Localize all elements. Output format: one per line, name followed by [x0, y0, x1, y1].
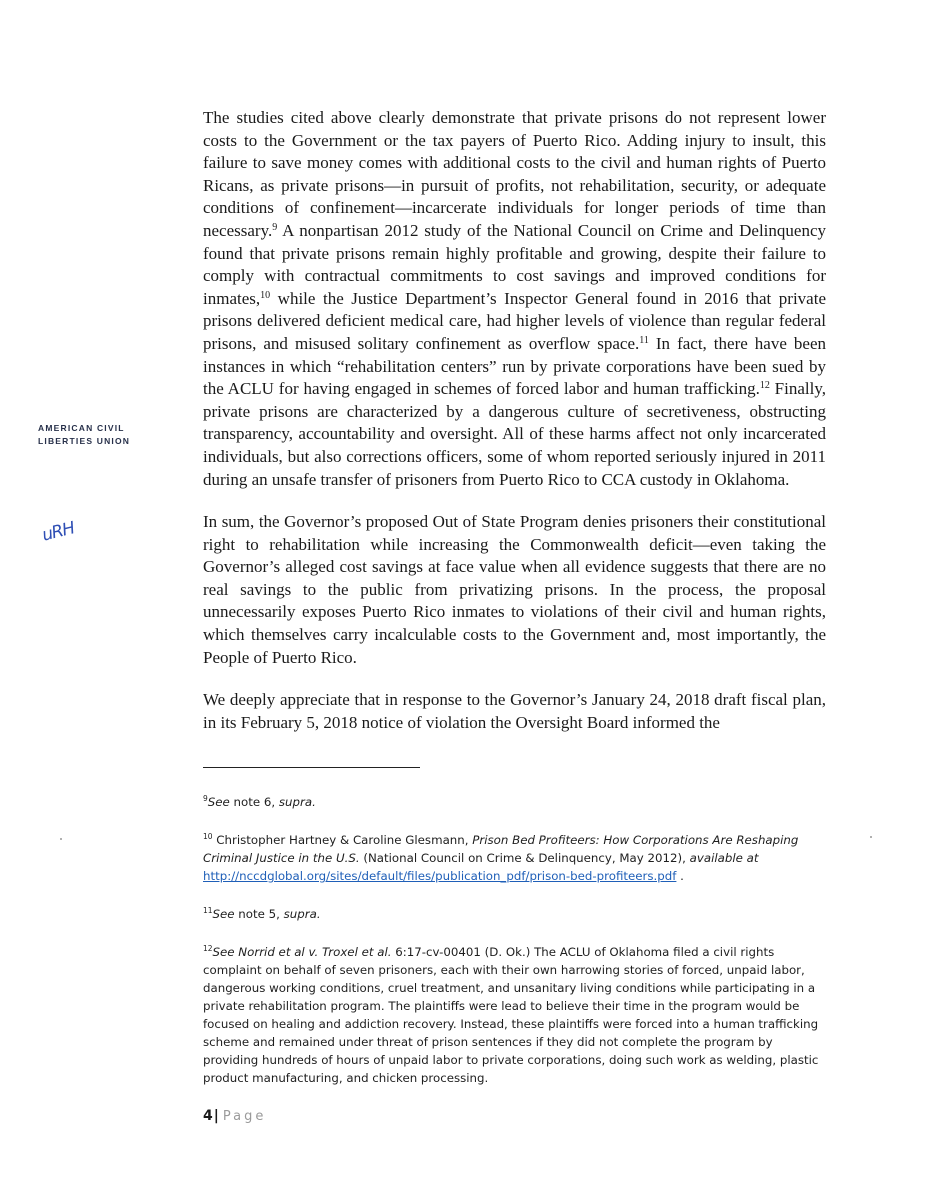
- footnote-9: [203, 793, 829, 811]
- footnote-number: 10: [203, 832, 213, 841]
- paragraph-private-prisons: [203, 107, 826, 491]
- footnote-number: 9: [203, 794, 208, 803]
- scan-speck: [870, 836, 872, 838]
- footnote-10: [203, 831, 829, 885]
- footnote-text: note 5,: [234, 907, 284, 921]
- org-label-line2: LIBERTIES UNION: [38, 436, 131, 446]
- footnote-publisher: (National Council on Crime & Delinquency, May 2012),: [359, 851, 690, 865]
- paragraph-text: while the Justice Department’s Inspector General found in 2016 that private prisons delivered deficient medical care, had higher levels of violence than regular federal prisons, and misused solitary confinement as overflow space.: [203, 288, 826, 353]
- page-label: Page: [222, 1109, 267, 1124]
- page-footer: [203, 1108, 266, 1124]
- footnote-available-at: available at: [689, 851, 759, 865]
- paragraph-text: Finally, private prisons are characterized by a dangerous culture of secretiveness, obstructing transparency, accountability and oversight. All of these harms affect not only incarcerated individuals, but also corrections officers, some of whom reported seriously injured in 2011 during an unsafe transfer of prisoners from Puerto Rico to CCA custody in Oklahoma.: [203, 379, 826, 489]
- footnote-text: 6:17-cv-00401 (D. Ok.) The ACLU of Oklahoma filed a civil rights complaint on behalf of seven prisoners, each with their own harrowing stories of forced, unpaid labor, dangerous working conditions, cruel treatment, and unsanitary living conditions while participating in a private rehabilitation program. The plaintiffs were lead to believe their time in the program would be focused on healing and addiction recovery. Instead, these plaintiffs were forced into a human trafficking scheme and remained under threat of prison sentences if they did not complete the program by providing hundreds of hours of unpaid labor to private corporations, doing such work as welding, plastic product manufacturing, and chicken processing.: [203, 945, 819, 1085]
- footnote-ref-11[interactable]: 11: [639, 334, 649, 346]
- signal-see: See: [212, 907, 235, 921]
- footnote-number: 12: [203, 944, 213, 953]
- org-label-line1: AMERICAN CIVIL: [38, 423, 125, 433]
- footnote-authors: Christopher Hartney & Caroline Glesmann,: [212, 833, 473, 847]
- footnote-11: [203, 905, 829, 923]
- paragraph-appreciation: We deeply appreciate that in response to the Governor’s January 24, 2018 draft fiscal plan, in its February 5, 2018 notice of violation the Oversight Board informed the: [203, 690, 826, 732]
- paragraph-text: In fact, there have been instances in which “rehabilitation centers” run by private corporations have been sued by the ACLU for having engaged in schemes of forced labor and human trafficking.: [203, 333, 826, 399]
- page-number: 4: [203, 1108, 213, 1124]
- footnote-text: note 6,: [229, 795, 279, 809]
- footnote-divider: [203, 767, 420, 768]
- footnote-text: .: [676, 869, 684, 883]
- signal-supra: supra.: [278, 795, 316, 809]
- paragraph-text: The studies cited above clearly demonstrate that private prisons do not represent lower costs to the Government or the tax payers of Puerto Rico. Adding injury to insult, this failure to save money comes with additional costs to the civil and human rights of Puerto Ricans, as private prisons—in pursuit of profits, not rehabilitation, security, or adequate conditions of confinement—incarcerate individuals for longer periods of time than necessary.: [203, 108, 826, 240]
- footnote-number: 11: [203, 906, 213, 915]
- letter-body: [203, 107, 826, 754]
- paragraph-in-sum: In sum, the Governor’s proposed Out of State Program denies prisoners their constitutional right to rehabilitation while increasing the Commonwealth deficit—even taking the Governor’s alleged cost savings at face value when all evidence suggests that there are no real savings to the public from privatizing prisons. In the process, the proposal unnecessarily exposes Puerto Rico inmates to violations of their civil and human rights, which themselves carry incalculable costs to the Government and, most importantly, the People of Puerto Rico.: [203, 512, 826, 667]
- aclu-sidebar-label: [38, 422, 130, 448]
- signal-see: See: [207, 795, 230, 809]
- footnote-ref-9[interactable]: 9: [272, 221, 278, 233]
- footer-separator: |: [213, 1108, 219, 1124]
- footnote-case-citation: See Norrid et al v. Troxel et al.: [212, 945, 392, 959]
- footnote-ref-10[interactable]: 10: [260, 289, 271, 301]
- footnote-url-link[interactable]: http://nccdglobal.org/sites/default/files/publication_pdf/prison-bed-profiteers.pdf: [203, 869, 677, 883]
- footnote-title: Prison Bed Profiteers: How Corporations Are Reshaping Criminal Justice in the U.S.: [203, 833, 799, 865]
- scan-speck: [60, 838, 62, 840]
- signal-supra: supra.: [283, 907, 321, 921]
- paragraph-text: A nonpartisan 2012 study of the National Council on Crime and Delinquency found that private prisons remain highly profitable and growing, despite their failure to comply with contractual commitments to cost savings and improved conditions for inmates,: [203, 220, 826, 308]
- footnote-ref-12[interactable]: 12: [759, 380, 770, 392]
- footnotes-section: [203, 793, 829, 1107]
- footnote-12: [203, 943, 829, 1087]
- handwritten-initials: uRH: [40, 518, 77, 546]
